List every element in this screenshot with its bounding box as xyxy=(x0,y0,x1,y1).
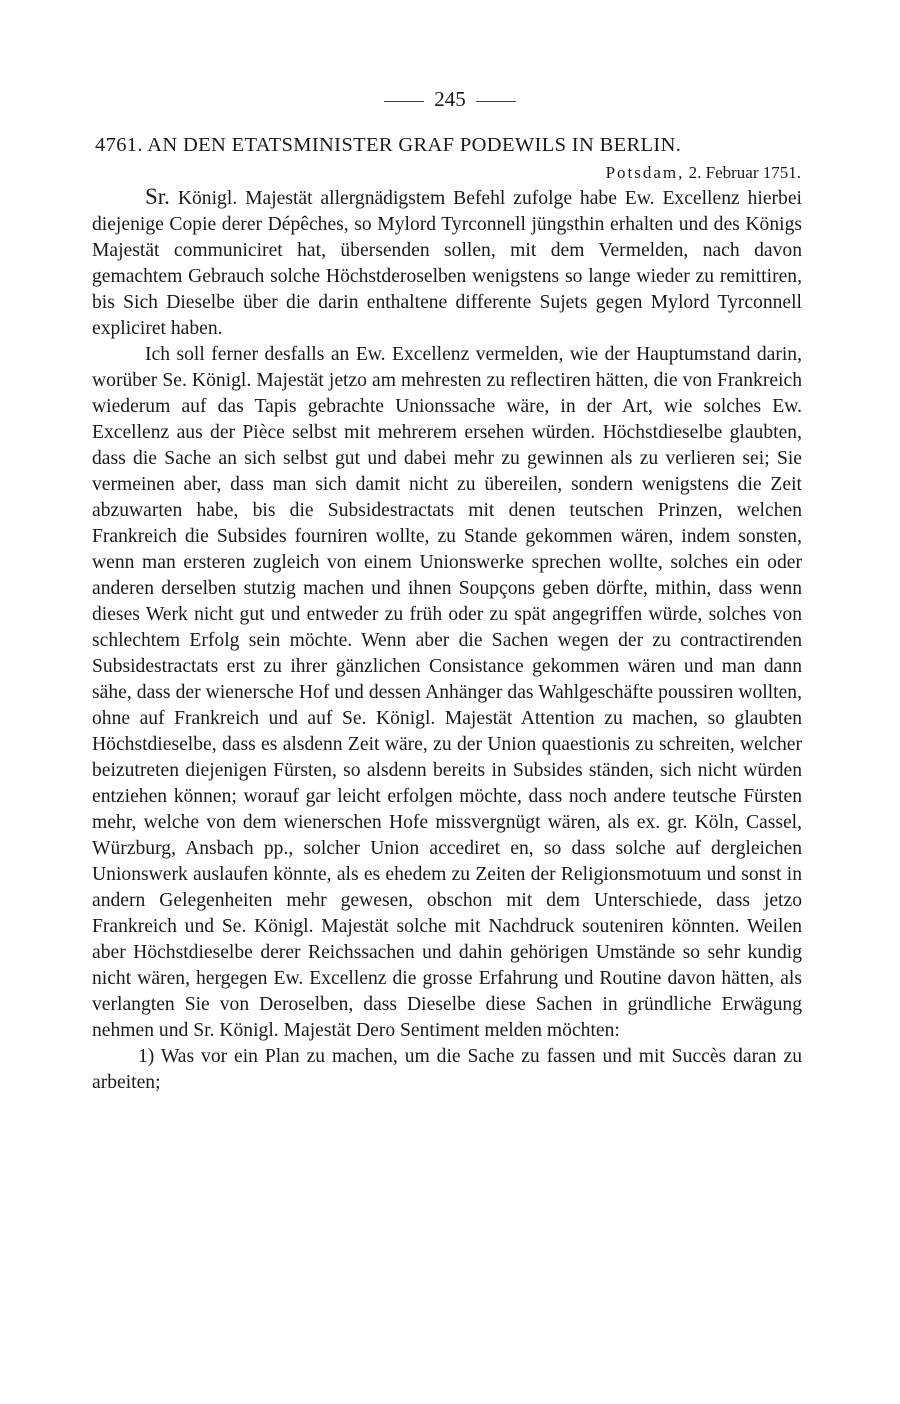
dateline xyxy=(606,162,801,184)
paragraph-1-lead: Sr. xyxy=(145,184,170,209)
dateline-place: Potsdam, xyxy=(605,163,685,182)
page-number: 245 xyxy=(434,87,466,111)
right-dash-rule xyxy=(476,101,516,102)
letter-body xyxy=(92,184,802,1096)
letter-heading: 4761. AN DEN ETATSMINISTER GRAF PODEWILS IN BERLIN. xyxy=(95,134,682,156)
paragraph-1-text: Königl. Majestät allergnädigstem Befehl zufolge habe Ew. Excellenz hierbei diejenige Copie derer Dépêches, so Mylord Tyrconnell jüngsthin erhalten und des Königs Majestät communiciret hat, übersenden sollen, mit dem Vermelden, nach davon gemachtem Gebrauch solche Höchstderoselben wenigstens so lange wieder zu remittiren, bis Sich Dieselbe über die darin enthaltene differente Sujets gegen Mylord Tyrconnell expliciret haben. xyxy=(92,188,802,339)
paragraph-3-list-item: 1) Was vor ein Plan zu machen, um die Sache zu fassen und mit Succès daran zu arbeiten; xyxy=(92,1046,802,1093)
page-header xyxy=(0,86,900,112)
paragraph-2: Ich soll ferner desfalls an Ew. Excellenz vermelden, wie der Hauptumstand darin, worüber Se. Königl. Majestät jetzo am mehresten zu reflectiren hätten, die von Frankreich wiederum auf das Tapis gebrachte Unionssache wäre, in der Art, wie solches Ew. Excellenz aus der Pièce selbst mit mehrerem ersehen würden. Höchstdieselbe glaubten, dass die Sache an sich selbst gut und dabei mehr zu gewinnen als zu verlieren sei; Sie vermeinen aber, dass man sich damit nicht zu übereilen, sondern wenigstens die Zeit abzuwarten habe, bis die Subsidestractats mit denen teutschen Prinzen, welchen Frankreich die Subsides fourniren wollte, zu Stande gekommen wären, indem sonsten, wenn man ersteren zugleich von einem Unionswerke sprechen wollte, solches ein oder anderen derselben stutzig machen und ihnen Soupçons geben dörfte, mithin, dass wenn dieses Werk nicht gut und entweder zu früh oder zu spät angegriffen würde, solches von schlechtem Erfolg sein möchte. Wenn aber die Sachen wegen der zu contractirenden Subsidestractats erst zu ihrer gänzlichen Consistance gekommen wären und man dann sähe, dass der wienersche Hof und dessen Anhänger das Wahlgeschäfte poussiren wollten, ohne auf Frankreich und auf Se. Königl. Majestät Attention zu machen, so glaubten Höchstdieselbe, dass es alsdenn Zeit wäre, zu der Union quaestionis zu schreiten, welcher beizutreten diejenigen Fürsten, so alsdenn bereits in Subsides ständen, sich nicht würden entziehen können; worauf gar leicht erfolgen möchte, dass noch andere teutsche Fürsten mehr, welche von dem wienerschen Hofe missvergnügt wären, als ex. gr. Köln, Cassel, Würzburg, Ansbach pp., solcher Union accediret en, so dass solche auf dergleichen Unionswerk auslaufen könnte, als es ehedem zu Zeiten der Religionsmotuum und sonst in andern Gelegenheiten mehr gewesen, obschon mit dem Unterschiede, dass jetzo Frankreich und Se. Königl. Majestät solche mit Nachdruck souteniren könnten. Weilen aber Höchstdieselbe derer Reichssachen und dahin gehörigen Umstände so sehr kundig nicht wären, hergegen Ew. Excellenz die grosse Erfahrung und Routine davon hätten, als verlangten Sie von Deroselben, dass Dieselbe diese Sachen in gründliche Erwägung nehmen und Sr. Königl. Majestät Dero Sentiment melden möchten: xyxy=(92,344,802,1041)
left-dash-rule xyxy=(384,101,424,102)
paragraph-1 xyxy=(92,184,802,342)
dateline-date: 2. Februar 1751. xyxy=(688,163,801,182)
